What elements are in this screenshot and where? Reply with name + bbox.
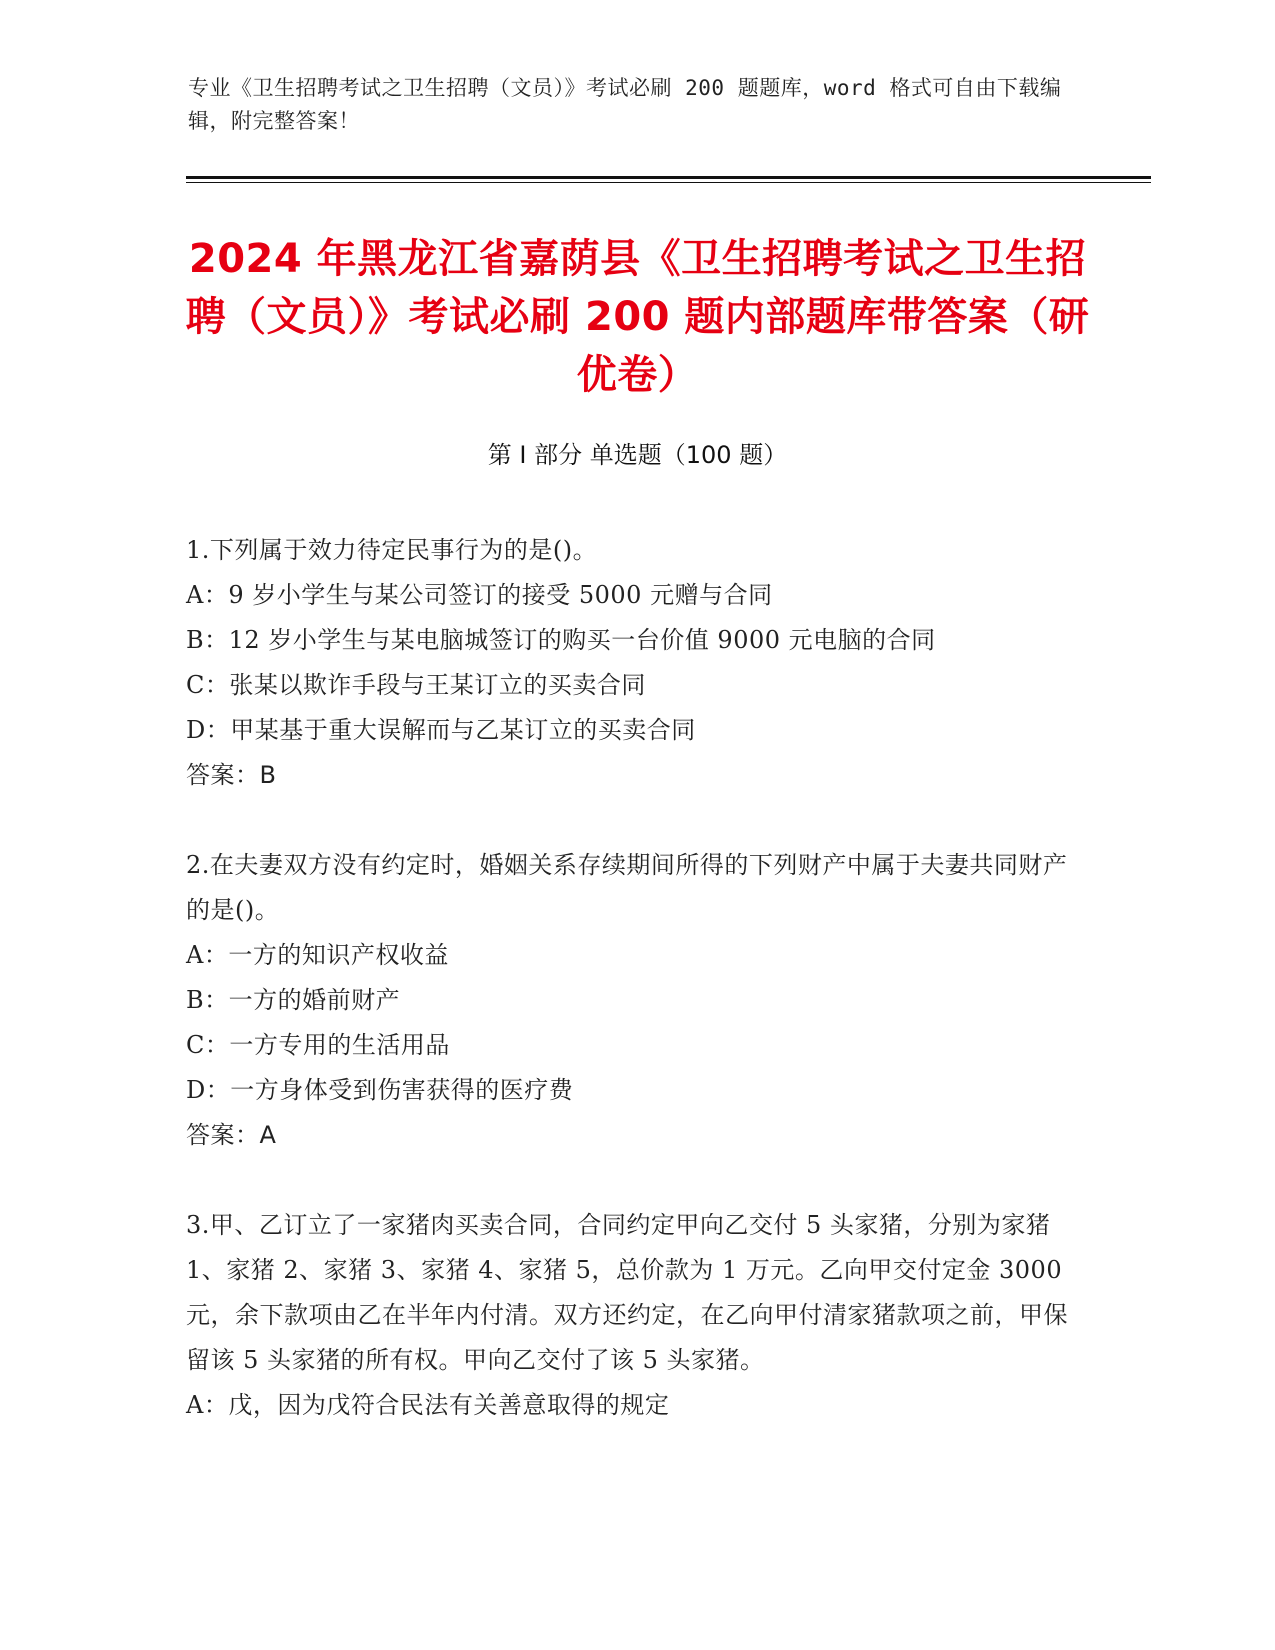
- option-a: [186, 933, 1076, 978]
- option-a: [186, 1383, 1076, 1428]
- option-key: C：: [186, 1031, 230, 1059]
- question-1: [186, 528, 1076, 798]
- option-text: 一方的婚前财产: [228, 986, 401, 1014]
- option-text: 12 岁小学生与某电脑城签订的购买一台价值 9000 元电脑的合同: [228, 626, 936, 654]
- header-divider: [186, 176, 1151, 179]
- option-a: [186, 573, 1076, 618]
- option-key: D：: [186, 1076, 231, 1104]
- question-text: 2.在夫妻双方没有约定时，婚姻关系存续期间所得的下列财产中属于夫妻共同财产的是()。: [186, 851, 1068, 924]
- option-key: A：: [186, 1391, 229, 1419]
- option-key: B：: [186, 986, 229, 1014]
- option-key: A：: [186, 941, 229, 969]
- section-heading: 第 I 部分 单选题（100 题）: [487, 441, 788, 469]
- question-list: [186, 528, 1076, 1473]
- option-c: [186, 663, 1076, 708]
- question-text: 3.甲、乙订立了一家猪肉买卖合同，合同约定甲向乙交付 5 头家猪，分别为家猪 1、家猪 2、家猪 3、家猪 4、家猪 5，总价款为 1 万元。乙向甲交付定金 3000 元，余下款项由乙在半年内付清。双方还约定，在乙向甲付清家猪款项之前，甲保留该 5 头家猪的所有权。甲向乙交付了该 5 头家猪。: [186, 1211, 1068, 1374]
- option-b: [186, 978, 1076, 1023]
- option-d: [186, 1068, 1076, 1113]
- option-key: C：: [186, 671, 230, 699]
- option-text: 一方专用的生活用品: [229, 1031, 450, 1059]
- option-text: 甲某基于重大误解而与乙某订立的买卖合同: [230, 716, 696, 744]
- answer-line: 答案：B: [186, 761, 277, 789]
- option-key: A：: [186, 581, 229, 609]
- option-text: 一方身体受到伤害获得的医疗费: [230, 1076, 574, 1104]
- option-text: 戊，因为戊符合民法有关善意取得的规定: [228, 1391, 670, 1419]
- option-text: 9 岁小学生与某公司签订的接受 5000 元赠与合同: [228, 581, 773, 609]
- option-key: B：: [186, 626, 229, 654]
- question-text: 1.下列属于效力待定民事行为的是()。: [186, 536, 598, 564]
- option-d: [186, 708, 1076, 753]
- option-text: 一方的知识产权收益: [228, 941, 449, 969]
- option-b: [186, 618, 1076, 663]
- header-divider-thin: [186, 182, 1151, 183]
- answer-line: 答案：A: [186, 1121, 277, 1149]
- option-text: 张某以欺诈手段与王某订立的买卖合同: [229, 671, 646, 699]
- question-2: [186, 843, 1076, 1158]
- question-3: [186, 1203, 1076, 1428]
- header-note: 专业《卫生招聘考试之卫生招聘（文员）》考试必刷 200 题题库，word 格式可自由下载编辑，附完整答案！: [188, 76, 1062, 133]
- option-c: [186, 1023, 1076, 1068]
- option-key: D：: [186, 716, 231, 744]
- document-title: 2024 年黑龙江省嘉荫县《卫生招聘考试之卫生招聘（文员）》考试必刷 200 题内部题库带答案（研优卷）: [185, 236, 1090, 398]
